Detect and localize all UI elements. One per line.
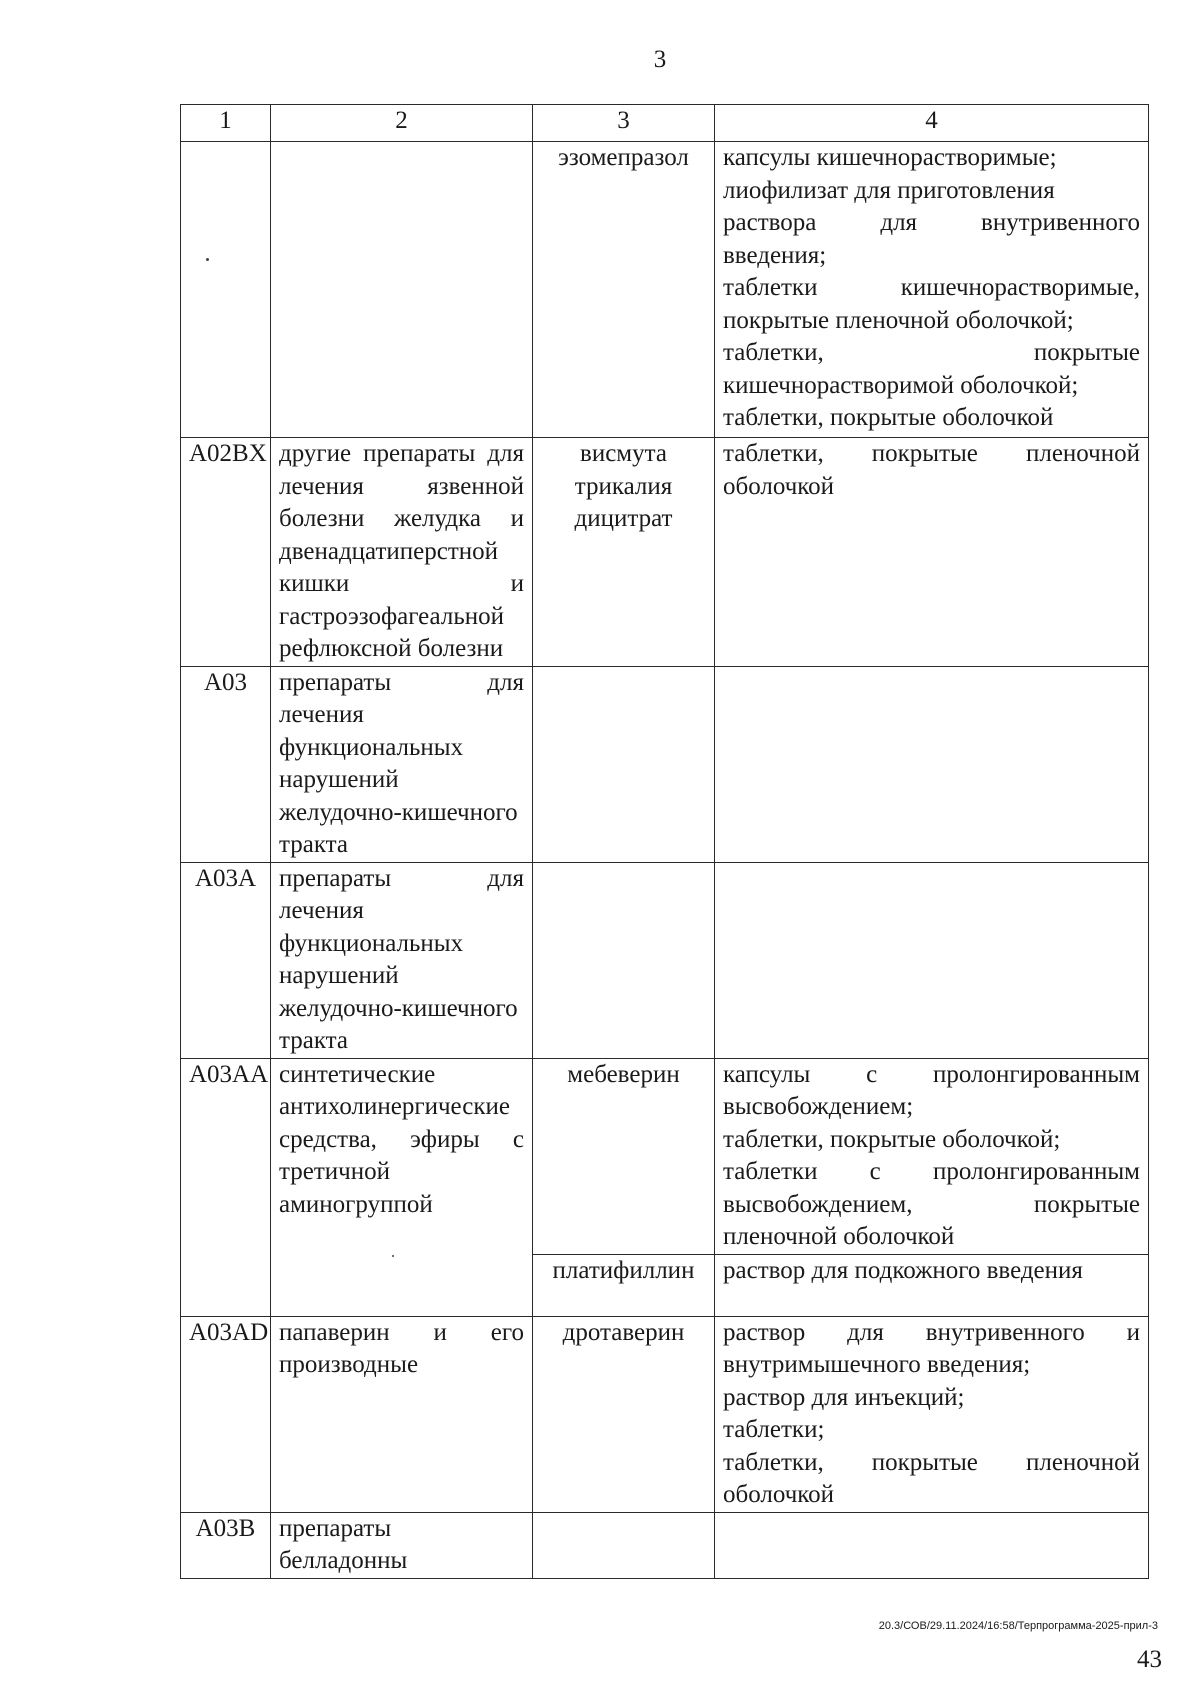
scan-speck [392,1255,394,1257]
group-cell: препараты для лечения функциональных нарушений желудочно-кишечного тракта [271,666,533,862]
dosage-forms-cell [715,438,1149,667]
header-cell: 3 [533,105,715,142]
dosage-form: лиофилизат для приготовления [723,176,1055,204]
dosage-forms-cell [715,666,1149,862]
atc-code-cell: A03AA [181,1058,271,1316]
atc-code-cell [181,142,271,438]
group-cell: другие препараты для лечения язвенной болезни желудка и двенадцатиперстной кишки и гастроэзофагеальной рефлюксной болезни [271,438,533,667]
drug-table [180,104,1149,1579]
dosage-form: таблетки, покрытые кишечнорастворимой оболочкой; [723,339,1140,399]
dosage-forms-cell [715,1254,1149,1316]
inn-cell: эзомепразол [533,142,715,438]
table-row [181,1512,1149,1578]
group-cell [271,142,533,438]
dosage-form: раствор для инъекций; [723,1383,965,1411]
table-row [181,438,1149,667]
dosage-form: таблетки, покрытые пленочной оболочкой [723,1448,1140,1508]
atc-code-cell: A02BX [181,438,271,667]
atc-code-cell: A03AD [181,1316,271,1512]
header-cell: 1 [181,105,271,142]
dosage-form: таблетки с пролонгированным высвобождением, покрытые пленочной оболочкой [723,1158,1140,1250]
group-cell: препараты белладонны [271,1512,533,1578]
inn-cell: мебеверин [533,1058,715,1254]
group-cell: синтетические антихолинергические средства, эфиры с третичной аминогруппой [271,1058,533,1316]
inn-cell [533,862,715,1058]
dosage-form: раствор для подкожного введения [723,1256,1083,1284]
atc-code-cell: A03 [181,666,271,862]
inn-cell: платифиллин [533,1254,715,1316]
table-header-row [181,105,1149,142]
scan-speck [206,258,209,261]
table-row [181,666,1149,862]
group-cell: препараты для лечения функциональных нарушений желудочно-кишечного тракта [271,862,533,1058]
atc-code-cell: A03B [181,1512,271,1578]
dosage-form: раствор для внутривенного и внутримышечного введения; [723,1318,1140,1378]
table-row [181,862,1149,1058]
inn-cell [533,1512,715,1578]
inn-cell: висмута трикалия дицитрат [533,438,715,667]
inn-cell: дротаверин [533,1316,715,1512]
dosage-form: таблетки, покрытые пленочной оболочкой [723,440,1140,500]
atc-code-cell: A03A [181,862,271,1058]
dosage-form: таблетки, покрытые оболочкой [723,404,1054,431]
dosage-form: капсулы кишечнорастворимые; [723,144,1057,171]
dosage-form: таблетки, покрытые оболочкой; [723,1125,1061,1153]
dosage-form: таблетки кишечнорастворимые, покрытые пленочной оболочкой; [723,274,1140,334]
dosage-form: введения; [723,241,827,269]
document-code: 20.3/СОВ/29.11.2024/16:58/Терпрограмма-2025-прил-3 [878,1620,1158,1632]
dosage-forms-cell [715,862,1149,1058]
table-row [181,1058,1149,1254]
dosage-forms-cell [715,142,1149,438]
inn-cell [533,666,715,862]
group-cell: папаверин и его производные [271,1316,533,1512]
dosage-form: капсулы с пролонгированным высвобождением; [723,1060,1140,1120]
page-number: 3 [653,46,667,73]
dosage-forms-cell [715,1316,1149,1512]
sheet-number: 43 [1137,1646,1162,1673]
dosage-form: таблетки; [723,1416,825,1443]
table-row [181,1316,1149,1512]
table-row [181,142,1149,438]
dosage-forms-cell [715,1058,1149,1254]
header-cell: 2 [271,105,533,142]
header-cell: 4 [715,105,1149,142]
dosage-form: раствора для внутривенного [723,209,1140,236]
dosage-forms-cell [715,1512,1149,1578]
